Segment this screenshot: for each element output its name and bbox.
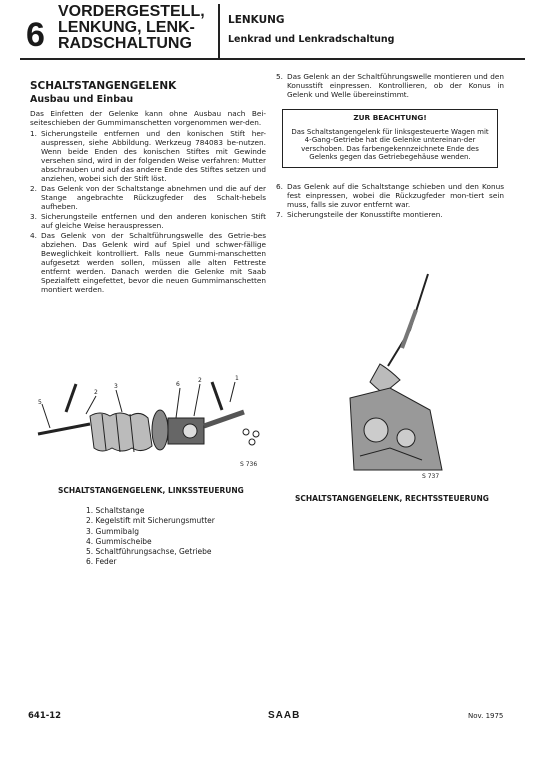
legend-item: 6. Feder xyxy=(86,557,117,567)
step-item xyxy=(276,72,504,99)
legend-item: 3. Gummibalg xyxy=(86,526,140,536)
rubber-disc-shape xyxy=(152,410,168,450)
step-text: Das Gelenk auf die Schaltstange schieben und den Konus fest einpressen, wobei die Rückzugfeder mon-tiert sein muss, falls sie zuvor entfernt war. xyxy=(287,181,504,209)
article-subheading: Ausbau und Einbau xyxy=(30,94,134,105)
step-number: 1. xyxy=(30,129,37,138)
callout-label: 6 xyxy=(176,381,180,388)
callout-label: 1 xyxy=(235,375,239,382)
intro-paragraph: Das Einfetten der Gelenke kann ohne Ausbau nach Bei-seiteschieben der Gummimanschetten vorgenommen wer-den. xyxy=(30,109,266,127)
step-number: 4. xyxy=(30,231,37,240)
chapter-title-line: VORDERGESTELL, xyxy=(58,3,205,20)
step-text: Das Gelenk an der Schaltführungswelle montieren und den Konusstift einpressen. Kontrollieren, ob der Konus in Gelenk und Welle übereinstimmt. xyxy=(287,72,504,99)
step-number: 3. xyxy=(30,212,37,221)
publication-date: Nov. 1975 xyxy=(468,712,504,720)
figure-caption-rhd: SCHALTSTANGENGELENK, RECHTSSTEUERUNG xyxy=(295,494,489,503)
chapter-number: 6 xyxy=(26,16,45,54)
taper-pin-shape xyxy=(66,384,76,412)
figure-caption-lhd: SCHALTSTANGENGELENK, LINKSSTEUERUNG xyxy=(58,486,244,495)
gear-shaft-shape xyxy=(204,412,244,426)
parts-legend xyxy=(86,506,215,568)
chapter-title-line: RADSCHALTUNG xyxy=(58,35,192,52)
step-item xyxy=(276,182,504,209)
left-column xyxy=(30,80,266,295)
article-heading: SCHALTSTANGENGELENK xyxy=(30,80,177,92)
step-item xyxy=(276,210,504,219)
header-divider xyxy=(218,4,220,60)
subsection-title: Lenkrad und Lenkradschaltung xyxy=(228,34,395,45)
steps-list xyxy=(276,72,504,99)
step-item xyxy=(30,129,266,183)
note-box xyxy=(282,109,498,168)
callout-label: 3 xyxy=(114,383,118,390)
step-number: 6. xyxy=(276,181,283,191)
steps-list xyxy=(276,182,504,219)
page-number: 641-12 xyxy=(28,711,62,721)
rubber-bellows-shape xyxy=(90,413,152,452)
note-title: ZUR BEACHTUNG! xyxy=(353,113,427,122)
right-column xyxy=(276,72,504,220)
step-number: 2. xyxy=(30,184,37,193)
chapter-title xyxy=(58,4,205,52)
legend-item: 4. Gummischeibe xyxy=(86,536,152,546)
chapter-title-line: LENKUNG, LENK- xyxy=(58,19,195,36)
legend-item: 2. Kegelstift mit Sicherungsmutter xyxy=(86,516,215,526)
figure-code: S 737 xyxy=(422,473,440,480)
legend-item: 1. Schaltstange xyxy=(86,506,145,515)
shift-rod-shape xyxy=(38,424,90,434)
step-item xyxy=(30,184,266,211)
steps-list xyxy=(30,129,266,294)
section-title: LENKUNG xyxy=(228,14,285,26)
figure-lhd-joint xyxy=(30,368,274,478)
step-text: Sicherungsteile der Konusstifte montieren. xyxy=(287,209,443,219)
step-item xyxy=(30,231,266,294)
figure-rhd-joint xyxy=(330,270,450,480)
callout-label: 2 xyxy=(198,377,202,384)
page-header xyxy=(20,4,525,60)
step-number: 7. xyxy=(276,209,283,219)
taper-pin-shape xyxy=(212,382,222,410)
step-text: Sicherungsteile entfernen und den anderen konischen Stift auf gleiche Weise herauspressen. xyxy=(41,212,266,230)
callout-label: 2 xyxy=(94,389,98,396)
callout-label: 5 xyxy=(38,399,42,406)
step-item xyxy=(30,212,266,230)
step-text: Das Gelenk von der Schaltstange abnehmen und die auf der Stange angebrachte Rückzugfeder des Schalt-hebels aufheben. xyxy=(41,184,266,211)
note-text: Das Schaltstangengelenk für linksgesteuerte Wagen mit 4-Gang-Getriebe hat die Gelenke untereinan-der verschoben. Das farbengekennzeichnete Ende des Gelenks gegen das Getriebegehäuse wenden. xyxy=(291,127,489,162)
legend-item: 5. Schaltführungsachse, Getriebe xyxy=(86,547,212,557)
step-number: 5. xyxy=(276,72,283,81)
step-text: Sicherungsteile entfernen und den konischen Stift her-auspressen, siehe Abbildung. Werkzeug 784083 be-nutzen. Wenn beide Enden des konischen Stiftes mit Gewinde versehen sind, wird in der folgenden Weise verfahren: Mutter abschrauben und auf das andere Ende des Stiftes setzen und anziehen, wobei sich der Stift löst. xyxy=(41,129,266,183)
shift-rod-shape xyxy=(388,274,428,366)
figure-code: S 736 xyxy=(240,461,258,468)
saab-logo: SAAB xyxy=(268,710,301,721)
step-text: Das Gelenk von der Schaltführungswelle des Getrie-bes abziehen. Das Gelenk wird auf Spiel und schwer-fällige Beweglichkeit kontrolliert. Falls neue Gummi-manschetten aufgesetzt werden sollen, müssen alle alten Fettreste entfernt werden. Danach werden die Gelenke mit Saab Spezialfett eingefettet, bevor die neuen Gummimanschetten montiert werden. xyxy=(41,231,266,294)
